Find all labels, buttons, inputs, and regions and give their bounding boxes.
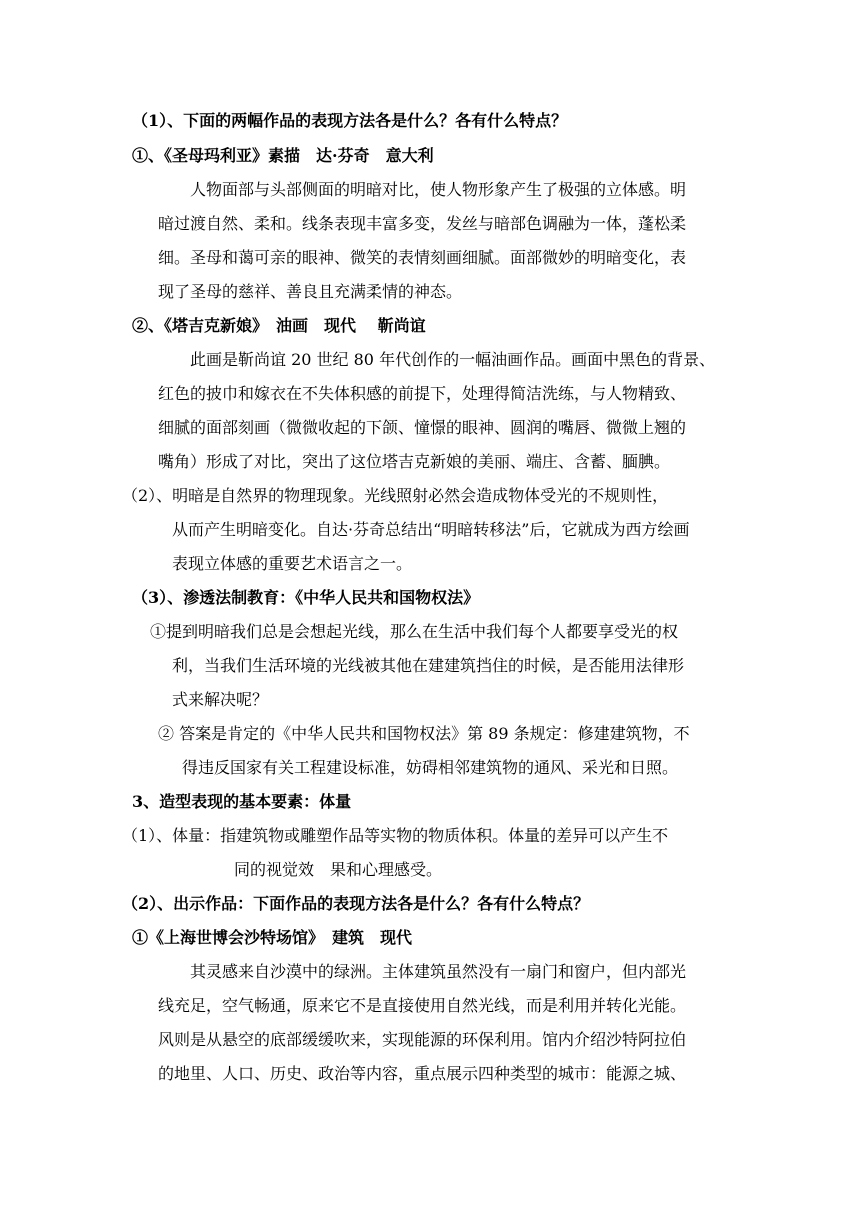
paragraph-line: ② 答案是肯定的《中华人民共和国物权法》第 89 条规定：修建建筑物，不 — [158, 724, 690, 743]
question-2-heading: （2）、出示作品：下面作品的表现方法各是什么？各有什么特点？ — [122, 894, 590, 913]
question-1-heading: （1）、下面的两幅作品的表现方法各是什么？各有什么特点？ — [132, 111, 568, 130]
paragraph-line: （1）、体量：指建筑物或雕塑作品等实物的物质体积。体量的差异可以产生不 — [122, 826, 669, 845]
artwork-2-title: ②、《塔吉克新娘》 油画 现代 靳尚谊 — [132, 316, 426, 335]
paragraph-line: 暗过渡自然、柔和。线条表现丰富多变，发丝与暗部色调融为一体，蓬松柔 — [158, 214, 687, 233]
paragraph-line: 风则是从悬空的底部缓缓吹来，实现能源的环保利用。馆内介绍沙特阿拉伯 — [158, 1030, 687, 1049]
paragraph-line: 得违反国家有关工程建设标准，妨碍相邻建筑物的通风、采光和日照。 — [182, 758, 679, 777]
paragraph-line: 人物面部与头部侧面的明暗对比，使人物形象产生了极强的立体感。明 — [190, 180, 687, 199]
paragraph-line: 嘴角）形成了对比，突出了这位塔吉克新娘的美丽、端庄、含蓄、腼腆。 — [158, 452, 671, 471]
paragraph-line: 红色的披巾和嫁衣在不失体积感的前提下，处理得简洁洗练，与人物精致、 — [158, 384, 687, 403]
question-3-heading: （3）、渗透法制教育：《中华人民共和国物权法》 — [132, 588, 480, 607]
artwork-1-title: ①、《圣母玛利亚》素描 达·芬奇 意大利 — [132, 146, 434, 165]
paragraph-line: 其灵感来自沙漠中的绿洲。主体建筑虽然没有一扇门和窗户，但内部光 — [190, 962, 687, 981]
paragraph-line: ①提到明暗我们总是会想起光线，那么在生活中我们每个人都要享受光的权 — [150, 622, 679, 641]
paragraph-line: 同的视觉效 果和心理感受。 — [234, 860, 443, 879]
paragraph-line: 表现立体感的重要艺术语言之一。 — [172, 554, 413, 573]
paragraph-line: 细。圣母和蔼可亲的眼神、微笑的表情刻画细腻。面部微妙的明暗变化，表 — [158, 248, 687, 267]
paragraph-line: 线充足，空气畅通，原来它不是直接使用自然光线，而是利用并转化光能。 — [158, 996, 687, 1015]
paragraph-line: 现了圣母的慈祥、善良且充满柔情的神态。 — [158, 282, 463, 301]
paragraph-line: 从而产生明暗变化。自达·芬奇总结出“明暗转移法”后，它就成为西方绘画 — [172, 520, 690, 539]
paragraph-line: 的地里、人口、历史、政治等内容，重点展示四种类型的城市：能源之城、 — [158, 1064, 687, 1083]
section-3-heading: 3、造型表现的基本要素：体量 — [132, 792, 352, 811]
paragraph-line: 式来解决呢？ — [172, 690, 269, 709]
artwork-3-title: ①《上海世博会沙特场馆》 建筑 现代 — [132, 928, 413, 947]
paragraph-line: 利，当我们生活环境的光线被其他在建建筑挡住的时候，是否能用法律形 — [172, 656, 685, 675]
paragraph-line: 此画是靳尚谊 20 世纪 80 年代创作的一幅油画作品。画面中黑色的背景、 — [190, 350, 716, 369]
paragraph-line: （2）、明暗是自然界的物理现象。光线照射必然会造成物体受光的不规则性， — [122, 486, 669, 505]
paragraph-line: 细腻的面部刻画（微微收起的下颌、憧憬的眼神、圆润的嘴唇、微微上翘的 — [158, 418, 687, 437]
